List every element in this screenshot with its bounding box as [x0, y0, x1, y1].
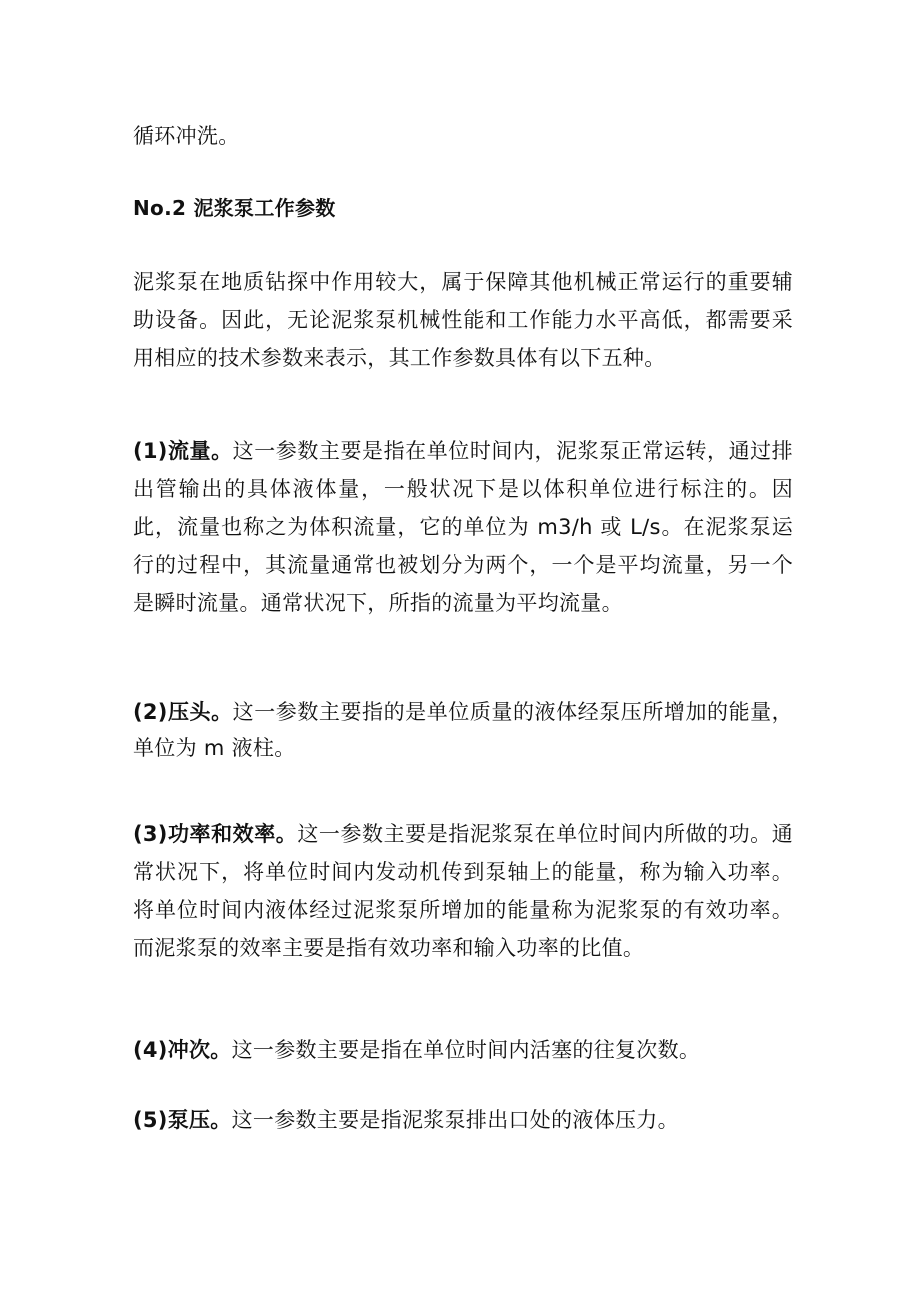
param-pressure-label: (5)泵压。 [133, 1108, 232, 1132]
section-heading: No.2 泥浆泵工作参数 [133, 196, 336, 220]
param-flow-paragraph [133, 432, 793, 622]
intro-tail-text: 循环冲洗。 [133, 124, 240, 148]
param-head-text: 这一参数主要指的是单位质量的液体经泵压所增加的能量，单位为 m 液柱。 [133, 700, 793, 760]
param-flow-label: (1)流量。 [133, 439, 233, 463]
param-pressure-text: 这一参数主要是指泥浆泵排出口处的液体压力。 [231, 1108, 679, 1132]
param-power-paragraph [133, 815, 793, 967]
param-head-label: (2)压头。 [133, 700, 233, 724]
intro-paragraph: 泥浆泵在地质钻探中作用较大，属于保障其他机械正常运行的重要辅助设备。因此，无论泥浆泵机械性能和工作能力水平高低，都需要采用相应的技术参数来表示，其工作参数具体有以下五种。 [133, 270, 793, 370]
param-stroke-text: 这一参数主要是指在单位时间内活塞的往复次数。 [231, 1038, 701, 1062]
param-stroke-label: (4)冲次。 [133, 1038, 232, 1062]
param-pressure-paragraph [133, 1102, 793, 1138]
param-head-paragraph [133, 694, 793, 766]
param-power-text: 这一参数主要是指泥浆泵在单位时间内所做的功。通常状况下，将单位时间内发动机传到泵轴上的能量，称为输入功率。将单位时间内液体经过泥浆泵所增加的能量称为泥浆泵的有效功率。而泥浆泵的效率主要是指有效功率和输入功率的比值。 [133, 822, 793, 960]
param-flow-text: 这一参数主要是指在单位时间内，泥浆泵正常运转，通过排出管输出的具体液体量，一般状况下是以体积单位进行标注的。因此，流量也称之为体积流量，它的单位为 m3∕h 或 L∕s。在泥浆泵运行的过程中，其流量通常也被划分为两个，一个是平均流量，另一个是瞬时流量。通常状况下，所指的流量为平均流量。 [133, 439, 793, 615]
param-stroke-paragraph [133, 1032, 793, 1068]
param-power-label: (3)功率和效率。 [133, 822, 298, 846]
